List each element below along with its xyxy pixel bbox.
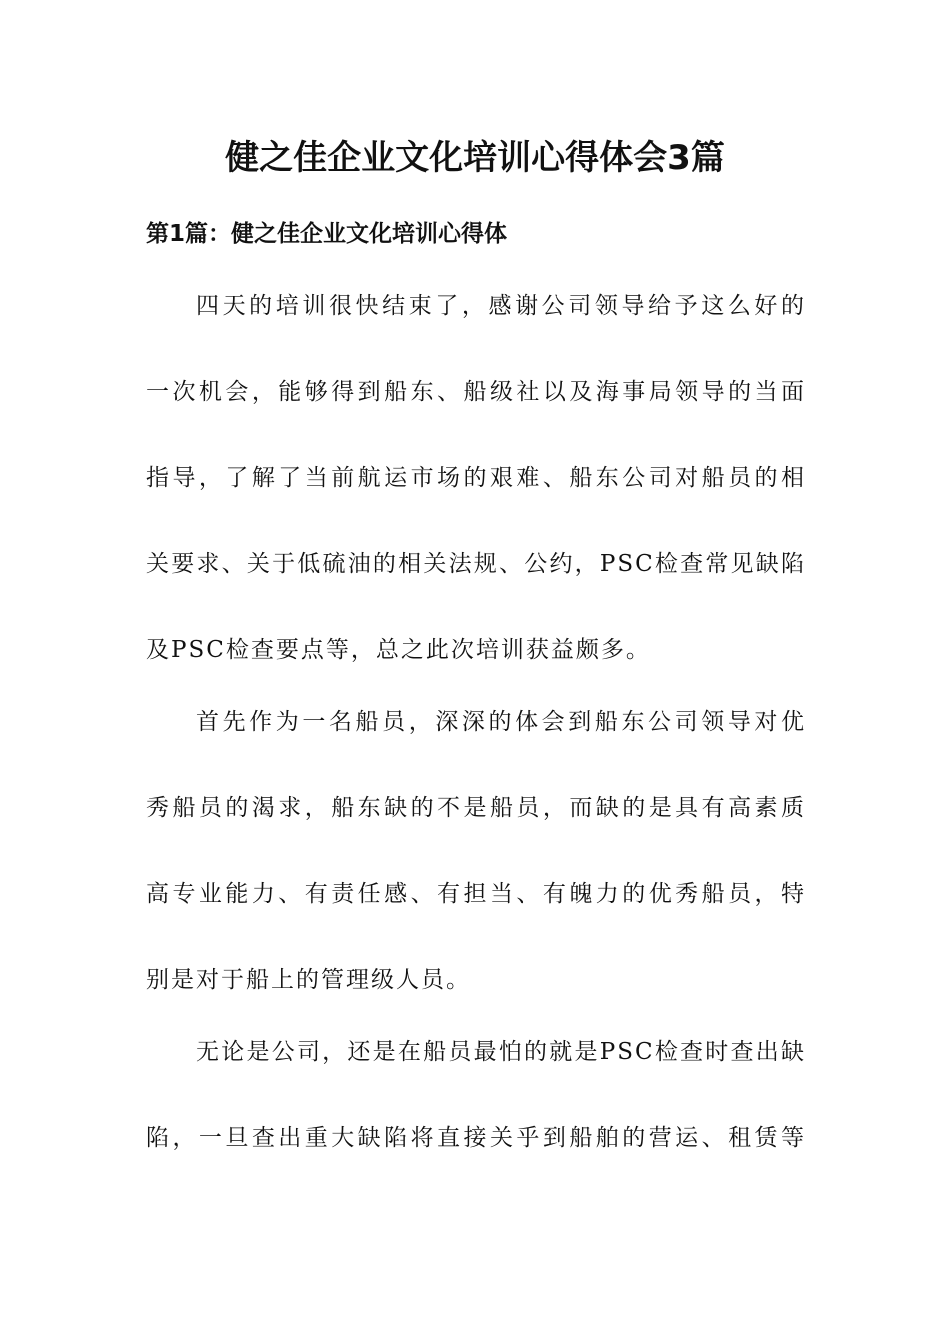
paragraph-line: 四天的培训很快结束了，感谢公司领导给予这么好的 xyxy=(196,293,806,319)
paragraph-line: 指导，了解了当前航运市场的艰难、船东公司对船员的相 xyxy=(146,465,806,491)
paragraph-line: 首先作为一名船员，深深的体会到船东公司领导对优 xyxy=(196,709,806,735)
paragraph-line: 高专业能力、有责任感、有担当、有魄力的优秀船员，特 xyxy=(146,881,806,907)
paragraph-line: 关要求、关于低硫油的相关法规、公约，PSC检查常见缺陷 xyxy=(146,551,806,577)
paragraph-line: 秀船员的渴求，船东缺的不是船员，而缺的是具有高素质 xyxy=(146,795,806,821)
paragraph-line: 及PSC检查要点等，总之此次培训获益颇多。 xyxy=(146,637,651,663)
document-title: 健之佳企业文化培训心得体会3篇 xyxy=(225,138,725,178)
paragraph-line: 一次机会，能够得到船东、船级社以及海事局领导的当面 xyxy=(146,379,806,405)
paragraph-line: 别是对于船上的管理级人员。 xyxy=(146,967,471,993)
paragraph-line: 陷，一旦查出重大缺陷将直接关乎到船舶的营运、租赁等 xyxy=(146,1125,806,1151)
paragraph-line: 无论是公司，还是在船员最怕的就是PSC检查时查出缺 xyxy=(196,1039,806,1065)
section-heading: 第1篇：健之佳企业文化培训心得体 xyxy=(146,221,508,247)
